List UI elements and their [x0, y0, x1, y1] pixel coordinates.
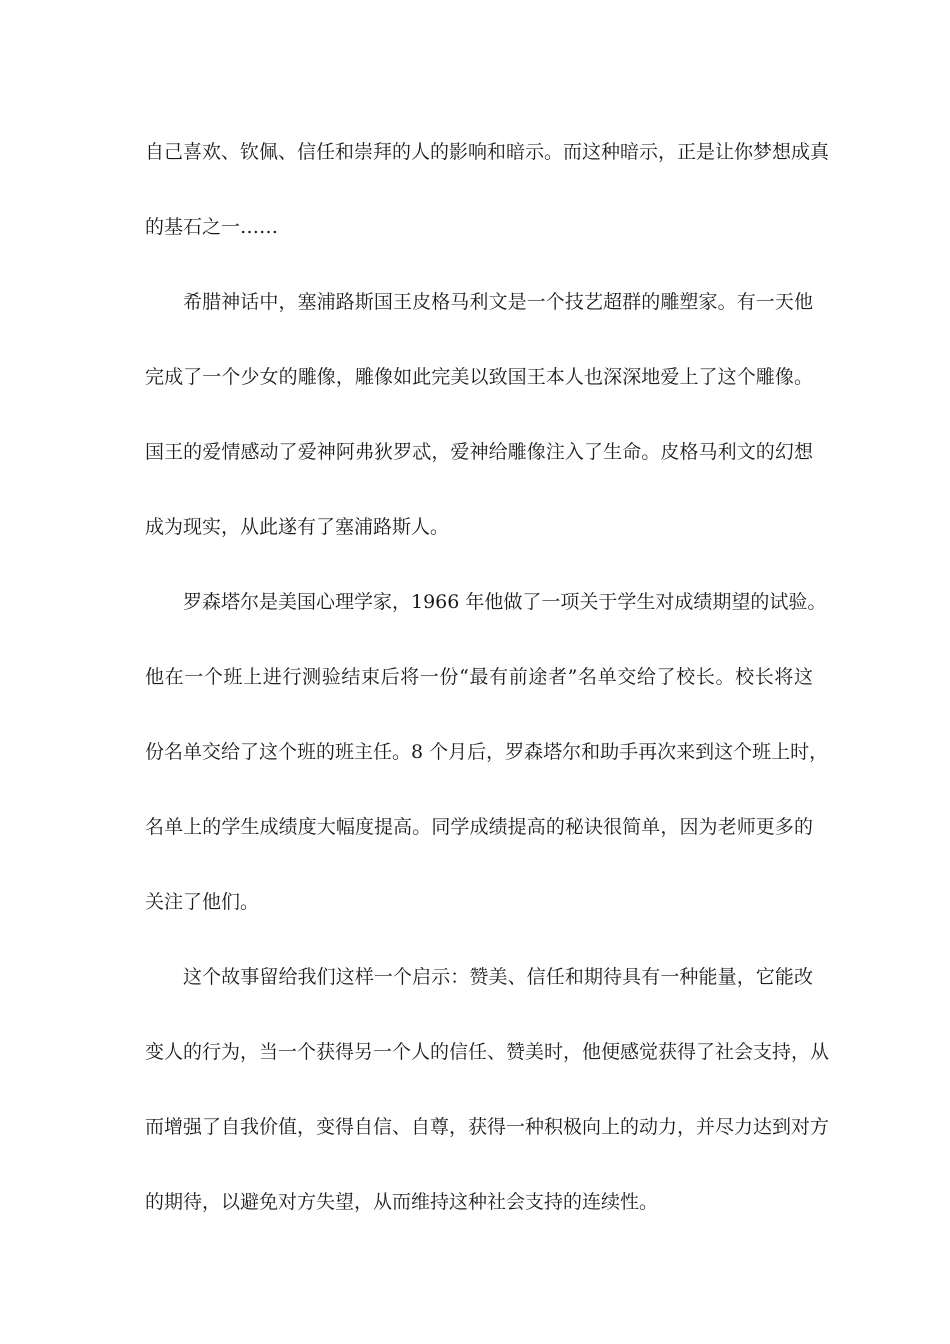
text-line: 而增强了自我价值，变得自信、自尊，获得一种积极向上的动力，并尽力达到对方: [145, 1116, 830, 1138]
paragraph-first-line: 希腊神话中，塞浦路斯国王皮格马利文是一个技艺超群的雕塑家。有一天他: [183, 291, 813, 313]
text-line: 份名单交给了这个班的班主任。8 个月后，罗森塔尔和助手再次来到这个班上时，: [145, 741, 829, 763]
text-line: 成为现实，从此遂有了塞浦路斯人。: [145, 516, 450, 538]
text-line: 变人的行为，当一个获得另一个人的信任、赞美时，他便感觉获得了社会支持，从: [145, 1041, 830, 1063]
paragraph-first-line: 这个故事留给我们这样一个启示：赞美、信任和期待具有一种能量，它能改: [183, 966, 813, 988]
document-body: [145, 132, 830, 1257]
text-line: 自己喜欢、钦佩、信任和崇拜的人的影响和暗示。而这种暗示，正是让你梦想成真: [145, 141, 830, 163]
text-line: 他在一个班上进行测验结束后将一份“最有前途者”名单交给了校长。校长将这: [145, 666, 813, 688]
text-line: 的基石之一……: [145, 216, 279, 238]
text-line: 完成了一个少女的雕像，雕像如此完美以致国王本人也深深地爱上了这个雕像。: [145, 366, 813, 388]
text-line: 国王的爱情感动了爱神阿弗狄罗忒，爱神给雕像注入了生命。皮格马利文的幻想: [145, 441, 813, 463]
text-line: 关注了他们。: [145, 891, 260, 913]
text-line: 的期待，以避免对方失望，从而维持这种社会支持的连续性。: [145, 1191, 659, 1213]
paragraph-first-line: 罗森塔尔是美国心理学家，1966 年他做了一项关于学生对成绩期望的试验。: [183, 591, 827, 613]
text-line: 名单上的学生成绩度大幅度提高。同学成绩提高的秘诀很简单，因为老师更多的: [145, 816, 813, 838]
